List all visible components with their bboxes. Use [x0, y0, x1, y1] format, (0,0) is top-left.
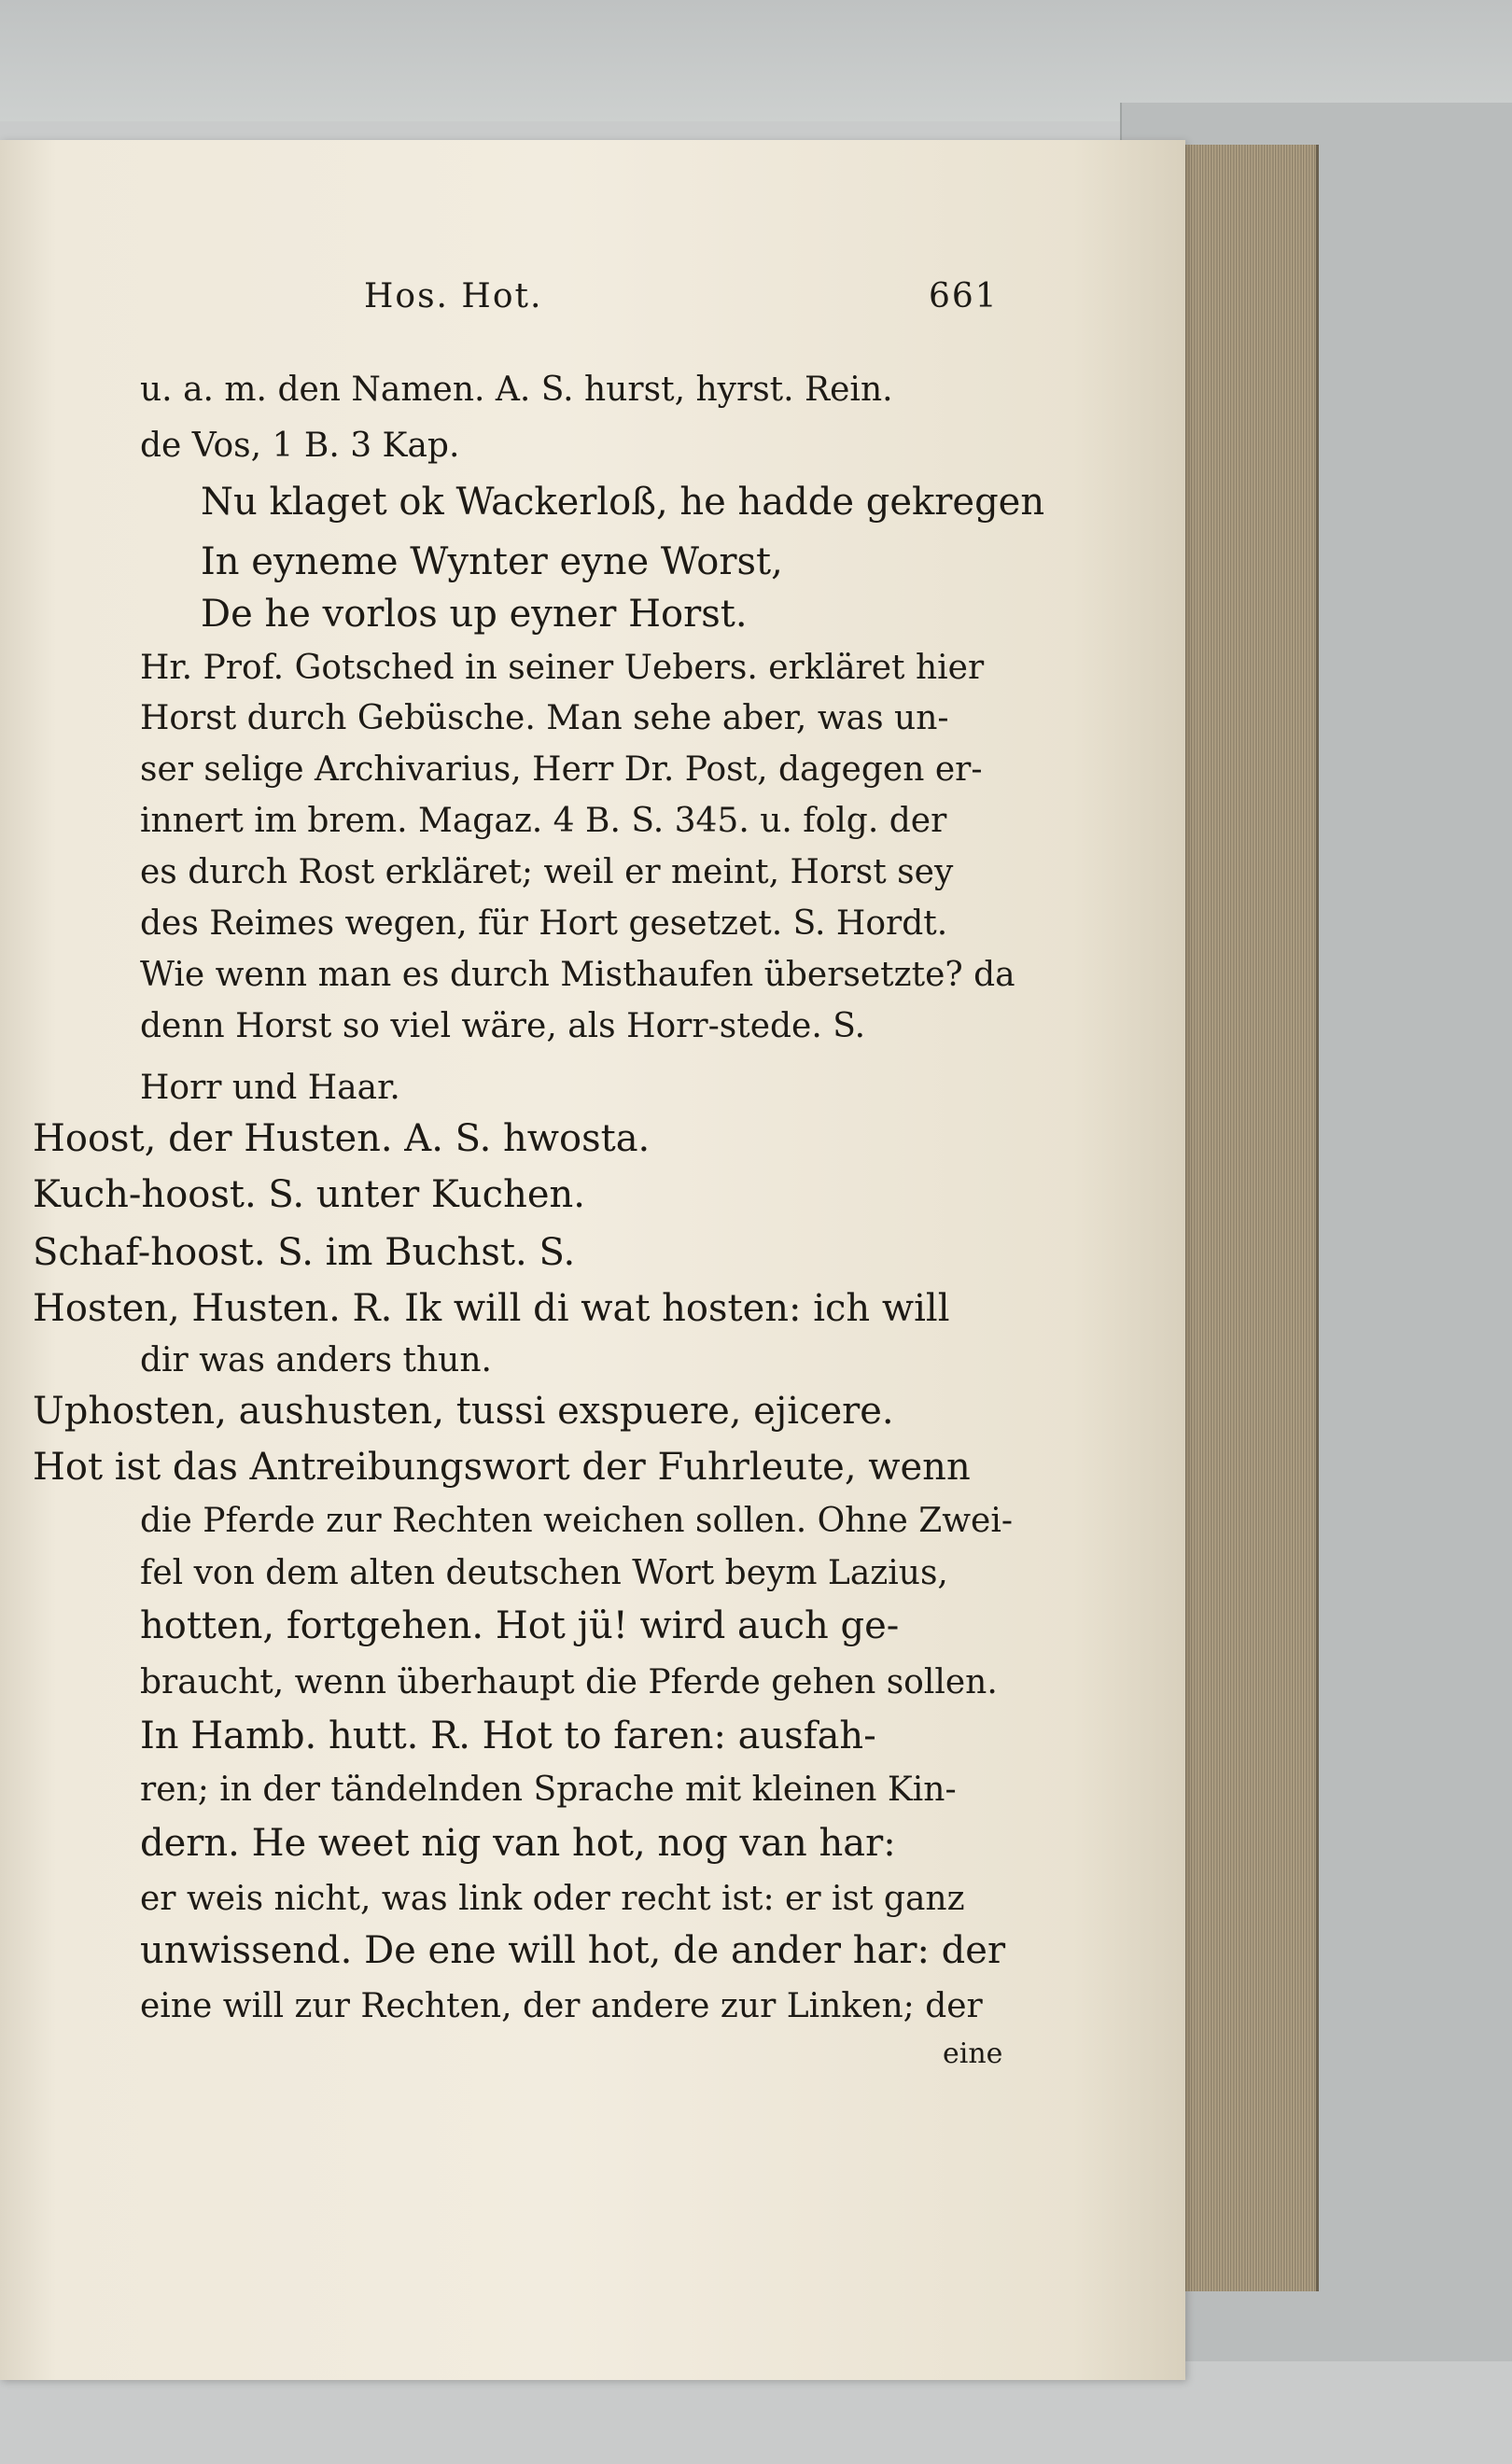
entry-headword-line: Hot ist das Antreibungswort der Fuhrleute, wenn — [33, 1446, 971, 1489]
text-line: fel von dem alten deutschen Wort beym Lazius, — [140, 1554, 948, 1592]
text-line: Horr und Haar. — [140, 1069, 400, 1107]
text-line: denn Horst so viel wäre, als Horr-stede. S. — [140, 1007, 866, 1045]
entry-headword-line: Uphosten, aushusten, tussi exspuere, ejicere. — [33, 1390, 894, 1433]
text-line: ser selige Archivarius, Herr Dr. Post, dagegen er- — [140, 750, 983, 789]
text-line: u. a. m. den Namen. A. S. hurst, hyrst. Rein. — [140, 371, 893, 409]
text-line: eine will zur Rechten, der andere zur Linken; der — [140, 1987, 983, 2025]
text-line: Horst durch Gebüsche. Man sehe aber, was un- — [140, 699, 949, 737]
verse-line: De he vorlos up eyner Horst. — [201, 593, 748, 636]
verse-line: Nu klaget ok Wackerloß, he hadde gekregen — [201, 481, 1045, 524]
text-line: dern. He weet nig van hot, nog van har: — [140, 1822, 896, 1865]
text-line: innert im brem. Magaz. 4 B. S. 345. u. folg. der — [140, 802, 947, 840]
text-line: die Pferde zur Rechten weichen sollen. Ohne Zwei- — [140, 1502, 1014, 1540]
text-line: de Vos, 1 B. 3 Kap. — [140, 427, 460, 465]
page-edges — [1185, 145, 1319, 2291]
page-number: 661 — [929, 277, 999, 315]
entry-headword-line: Hosten, Husten. R. Ik will di wat hosten: ich will — [33, 1287, 950, 1330]
entry-headword-line: Hoost, der Husten. A. S. hwosta. — [33, 1117, 651, 1160]
text-line: braucht, wenn überhaupt die Pferde gehen sollen. — [140, 1663, 998, 1701]
verse-line: In eyneme Wynter eyne Worst, — [201, 540, 783, 583]
text-line: dir was anders thun. — [140, 1341, 492, 1379]
text-line: es durch Rost erkläret; weil er meint, Horst sey — [140, 853, 954, 891]
entry-headword-line: Kuch-hoost. S. unter Kuchen. — [33, 1173, 585, 1216]
entry-headword-line: Schaf-hoost. S. im Buchst. S. — [33, 1231, 576, 1274]
text-line: ren; in der tändelnden Sprache mit kleinen Kin- — [140, 1771, 957, 1809]
text-line: Wie wenn man es durch Misthaufen übersetzte? da — [140, 956, 1015, 994]
running-head: Hos. Hot. — [364, 277, 543, 315]
text-line: Hr. Prof. Gotsched in seiner Uebers. erkläret hier — [140, 649, 985, 687]
text-line: In Hamb. hutt. R. Hot to faren: ausfah- — [140, 1715, 876, 1757]
text-line: hotten, fortgehen. Hot jü! wird auch ge- — [140, 1604, 900, 1647]
text-line: er weis nicht, was link oder recht ist: er ist ganz — [140, 1880, 965, 1918]
text-line: des Reimes wegen, für Hort gesetzet. S. Hordt. — [140, 904, 948, 943]
text-line: unwissend. De ene will hot, de ander har: der — [140, 1929, 1006, 1972]
catchword: eine — [943, 2037, 1003, 2070]
